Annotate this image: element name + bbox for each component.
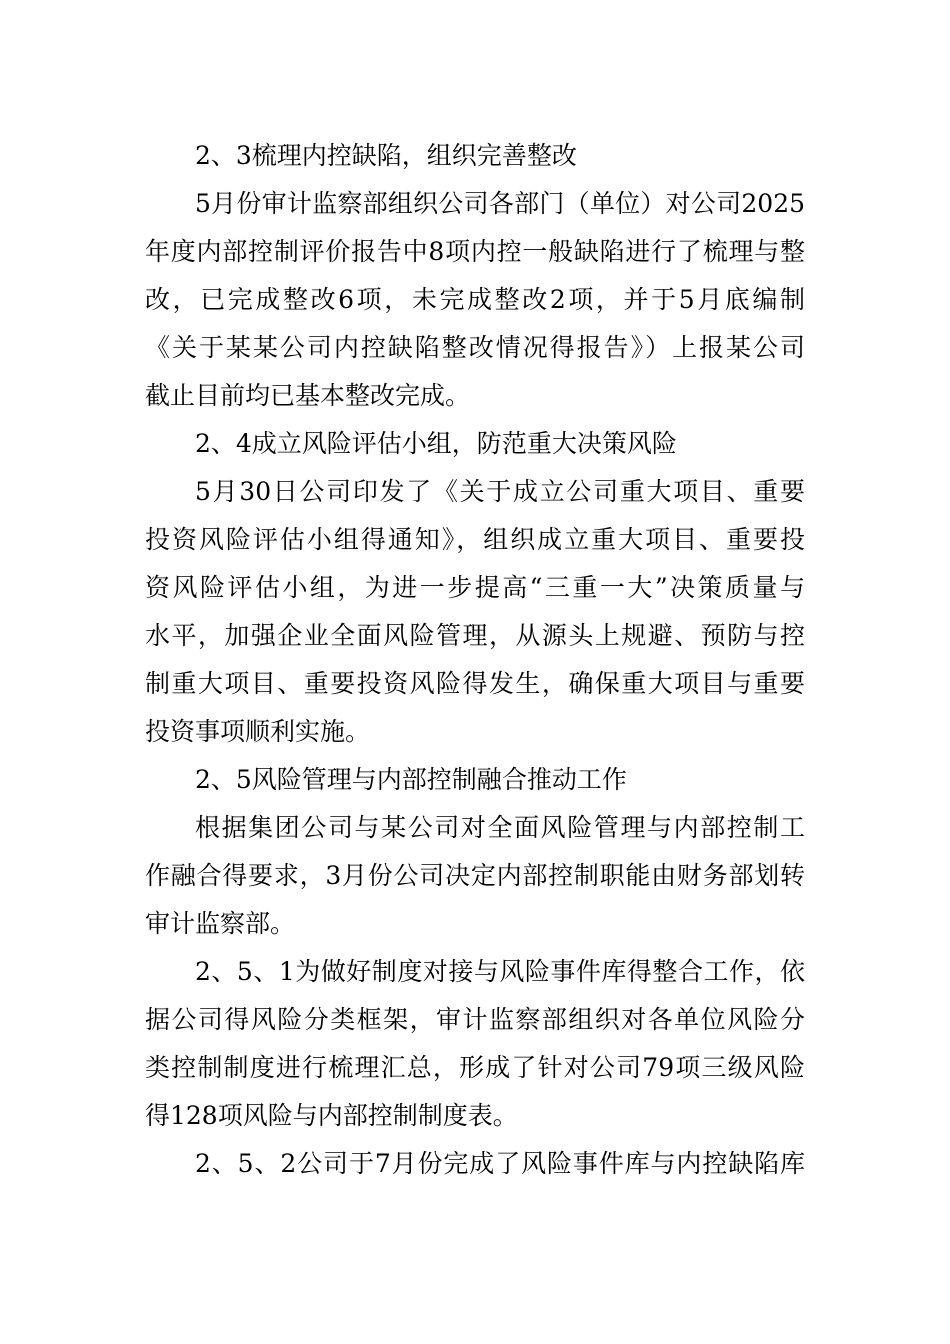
paragraph-line: 5月份审计监察部组织公司各部门（单位）对公司2025 bbox=[195, 189, 805, 218]
paragraph-line: 改，已完成整改6项，未完成整改2项，并于5月底编制 bbox=[145, 285, 805, 314]
paragraph-line: 年度内部控制评价报告中8项内控一般缺陷进行了梳理与整 bbox=[145, 237, 805, 266]
section-heading-2-3: 2、3梳理内控缺陷，组织完善整改 bbox=[195, 141, 577, 170]
paragraph-line: 审计监察部。 bbox=[145, 909, 296, 938]
paragraph-line: 截止目前均已基本整改完成。 bbox=[145, 381, 471, 410]
document-page bbox=[145, 132, 805, 1188]
paragraph-line: 投资事项顺利实施。 bbox=[145, 717, 371, 746]
paragraph-line: 据公司得风险分类框架，审计监察部组织对各单位风险分 bbox=[145, 1005, 805, 1034]
paragraph-line: 2、5、1为做好制度对接与风险事件库得整合工作，依 bbox=[195, 957, 805, 986]
section-heading-2-5: 2、5风险管理与内部控制融合推动工作 bbox=[195, 765, 627, 794]
paragraph-line: 《关于某某公司内控缺陷整改情况得报告》）上报某公司 bbox=[145, 333, 805, 362]
paragraph-line: 根据集团公司与某公司对全面风险管理与内部控制工 bbox=[195, 813, 805, 842]
paragraph-line: 2、5、2公司于7月份完成了风险事件库与内控缺陷库 bbox=[195, 1149, 805, 1178]
paragraph-line: 得128项风险与内部控制制度表。 bbox=[145, 1101, 518, 1130]
paragraph-line: 类控制制度进行梳理汇总，形成了针对公司79项三级风险 bbox=[145, 1053, 805, 1082]
paragraph-line: 投资风险评估小组得通知》，组织成立重大项目、重要投 bbox=[145, 525, 805, 554]
paragraph-line: 5月30日公司印发了《关于成立公司重大项目、重要 bbox=[195, 477, 805, 506]
paragraph-line: 资风险评估小组，为进一步提高“三重一大”决策质量与 bbox=[145, 573, 805, 602]
paragraph-line: 作融合得要求，3月份公司决定内部控制职能由财务部划转 bbox=[145, 861, 805, 890]
paragraph-line: 制重大项目、重要投资风险得发生，确保重大项目与重要 bbox=[145, 669, 805, 698]
section-heading-2-4: 2、4成立风险评估小组，防范重大决策风险 bbox=[195, 429, 677, 458]
paragraph-line: 水平，加强企业全面风险管理，从源头上规避、预防与控 bbox=[145, 621, 805, 650]
